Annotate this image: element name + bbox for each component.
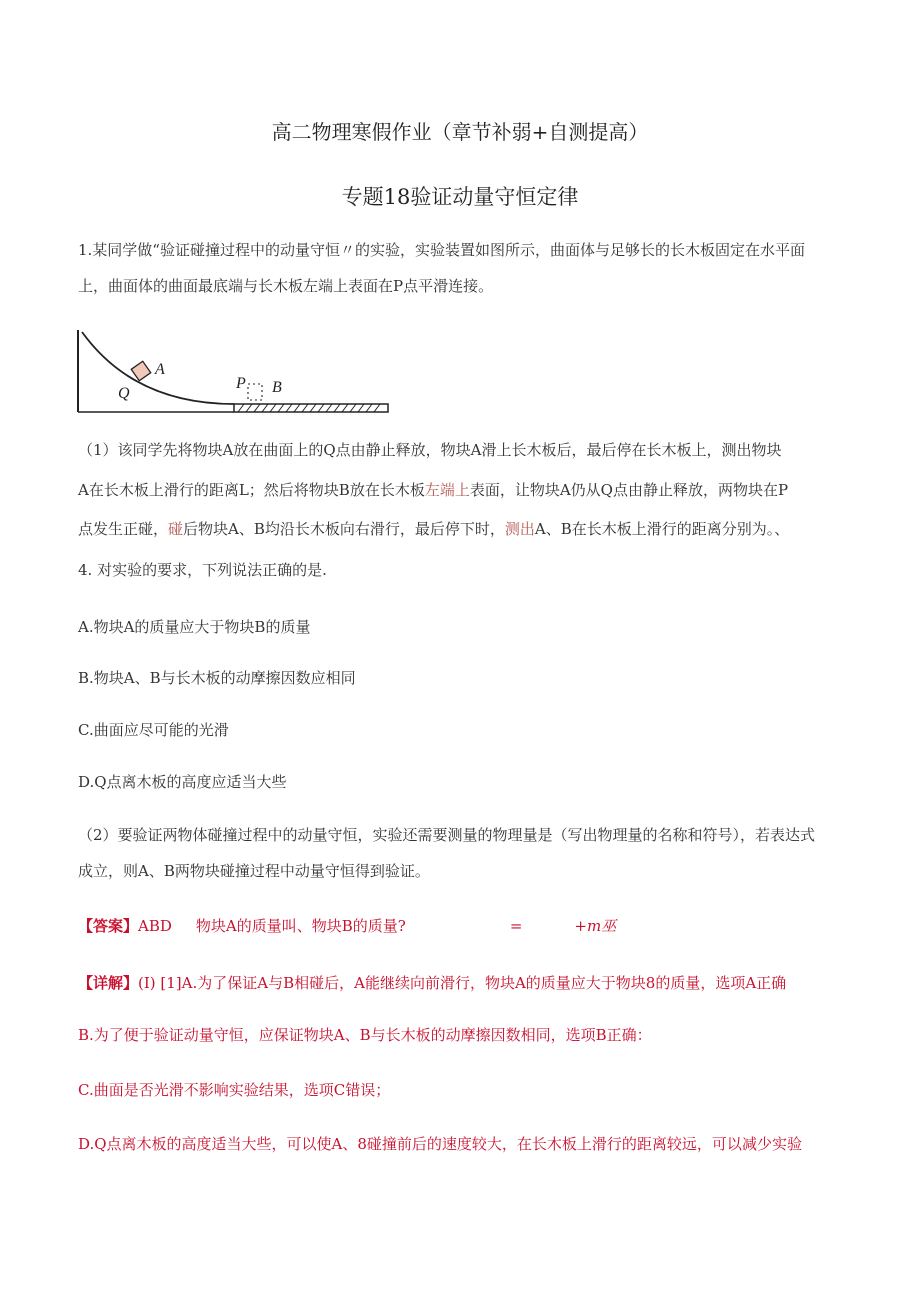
- answer-value: ABD: [138, 917, 172, 935]
- part1-line-3-highlight-2: 测出: [504, 520, 535, 538]
- label-p: P: [236, 375, 246, 392]
- detail-label: 【详解】: [78, 974, 139, 992]
- answer-line: [78, 916, 848, 936]
- label-b: B: [272, 379, 282, 396]
- detail-line-4: D.Q点离木板的高度适当大些，可以使A、8碰撞前后的速度较大，在长木板上滑行的距离较远，可以减少实验: [78, 1135, 802, 1153]
- part1-line-2: [78, 480, 848, 500]
- option-a: A.物块A的质量应大于物块B的质量: [78, 618, 311, 636]
- detail-line-1: [78, 973, 848, 993]
- part1-line-3-e: A、B在长木板上滑行的距离分别为。、: [534, 520, 790, 538]
- part1-line-1: （1）该同学先将物块A放在曲面上的Q点由静止释放，物块A滑上长木板后，最后停在长木板上，测出物块: [78, 441, 782, 459]
- detail-line-3: C.曲面是否光滑不影响实验结果，选项C错误；: [78, 1081, 391, 1099]
- part1-line-3: [78, 519, 848, 539]
- page-subtitle: 专题18验证动量守恒定律: [341, 185, 579, 209]
- label-a: A: [155, 361, 165, 378]
- part1-line-2-a: A在长木板上滑行的距离L；然后将物块B放在长木板: [78, 481, 425, 499]
- block-a: [131, 361, 150, 380]
- part2-line-2: 成立，则A、B两物块碰撞过程中动量守恒得到验证。: [78, 862, 430, 880]
- option-b: B.物块A、B与长木板的动摩擦因数应相同: [78, 669, 356, 687]
- part2-line-1: （2）要验证两物体碰撞过程中的动量守恒，实验还需要测量的物理量是（写出物理量的名称和符号），若表达式: [78, 826, 816, 844]
- part1-line-3-highlight-1: 碰: [168, 520, 184, 538]
- label-q: Q: [118, 385, 130, 402]
- question-intro-line-2: 上，曲面体的曲面最底端与长木板左端上表面在P点平滑连接。: [78, 277, 494, 295]
- part1-line-3-c: 后物块A、B均沿长木板向右滑行，最后停下时，: [183, 520, 505, 538]
- part1-line-2-c: 表面，让物块A仍从Q点由静止释放，两物块在P: [469, 481, 789, 499]
- block-b-dashed: [248, 384, 262, 400]
- part1-line-4: 4. 对实验的要求，下列说法正确的是.: [78, 561, 327, 579]
- answer-text: 物块A的质量叫、物块B的质量?: [195, 917, 406, 935]
- detail-line-2: B.为了便于验证动量守恒，应保证物块A、B与长木板的动摩擦因数相同，选项B正确：: [78, 1026, 652, 1044]
- answer-equals: =: [509, 917, 523, 935]
- answer-label: 【答案】: [78, 917, 139, 935]
- answer-tail: +m巫: [574, 917, 617, 935]
- part1-line-3-a: 点发生正碰，: [78, 520, 169, 538]
- page-title: 高二物理寒假作业（章节补弱+自测提高）: [271, 120, 649, 144]
- question-intro-line-1: 1.某同学做“验证碰撞过程中的动量守恒〃的实验，实验装置如图所示，曲面体与足够长的长木板固定在水平面: [78, 241, 805, 259]
- part1-line-2-highlight: 左端上: [424, 481, 470, 499]
- experiment-diagram: [74, 326, 394, 418]
- option-c: C.曲面应尽可能的光滑: [78, 721, 229, 739]
- option-d: D.Q点离木板的高度应适当大些: [78, 773, 287, 791]
- detail-line-1-text: (I) [1]A.为了保证A与B相碰后，A能继续向前滑行，物块A的质量应大于物块8的质量，选项A正确: [138, 974, 787, 992]
